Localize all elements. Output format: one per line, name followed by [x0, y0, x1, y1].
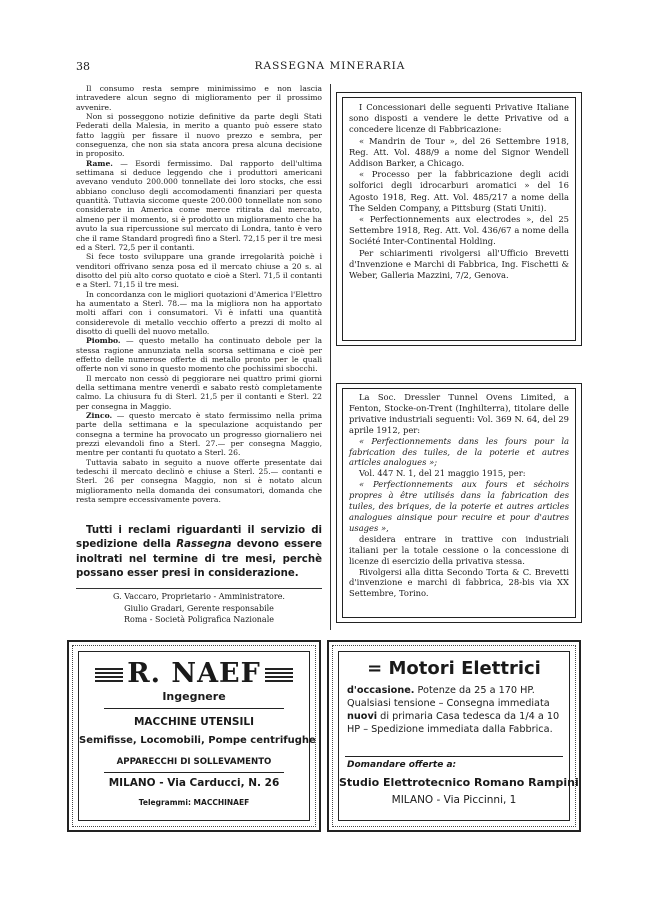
colophon — [76, 588, 322, 626]
printer-line: Roma - Società Poligrafica Nazionale — [124, 615, 274, 625]
ad-inner-frame — [338, 651, 579, 821]
ad-studio-name: Studio Elettrotecnico Romano Rampini — [339, 776, 579, 789]
ad-title: Ingegnere — [162, 690, 226, 703]
paragraph: « Mandrin de Tour », del 26 Settembre 1918, Reg. Att. Vol. 488/9 a nome del Signor Wendell Addison Barker, a Chicago. — [349, 135, 569, 169]
divider — [104, 772, 284, 773]
ad-request-offers: Domandare offerte a: — [347, 760, 457, 770]
divider — [345, 756, 563, 757]
patent-title: « Perfectionnements aux fours et séchoirs propres à être utilisés dans la fabrication des tuiles, des briques, de la poterie et autres articles analogues ainsique pour recuire et pour d'autres usages », — [349, 479, 569, 533]
paragraph-zinco: Zinco. — questo mercato è stato fermissimo nella prima parte della settimana e la speculazione acquistando per consegna a termine ha provocato un progresso giornaliero nei prezzi elevandoli fino a Sterl. 27.— per consegna Maggio, mentre per contanti fu quotato a Sterl. 26. — [76, 411, 322, 458]
ad-nuovi: nuovi — [347, 711, 378, 722]
paragraph — [349, 479, 569, 534]
paragraph: In concordanza con le migliori quotazioni d'America l'Elettro ha aumentato a Sterl. 78.— ma la migliora non ha apportato molti affari con i consumatori. Vi è infatti una quantità considerevole di metallo vecchio offerto a prezzi di molto al disotto di quelli del nuovo metallo. — [76, 289, 322, 336]
ad-address: MILANO - Via Piccinni, 1 — [391, 794, 517, 806]
paragraph: Vol. 447 N. 1, del 21 maggio 1915, per: — [359, 468, 526, 479]
page-number: 38 — [76, 60, 90, 73]
left-column-text — [76, 84, 322, 504]
ad-title: = Motori Elettrici — [367, 658, 541, 679]
paragraph-rame: Rame. — Esordi fermissimo. Dal rapporto dell'ultima settimana si deduce leggendo che i produttori americani avevano venduto 200.000 tonnellate dei loro stocks, che essi abbiano concluso degli accomodamenti finanziari per questa quantità. Tuttavia siccome queste 200.000 tonnellate non sono considerate in America come merce ritirata dal mercato, almeno per il momento, si è prodotto un miglioramento che ha avuto la sua ripercussione sul mercato di Londra, tanto è vero che il rame Standard progredì fino a Sterl. 72,15 per il tre mesi ed a Sterl. 72,5 per il contanti. — [76, 158, 322, 252]
paragraph-text: Esordi fermissimo. Dal rapporto dell'ultima settimana si deduce leggendo che i produttori americani avevano venduto 200.000 tonnellate dei loro stocks, che essi abbiano concluso degli accomodamenti finanziari per questa quantità. Tuttavia siccome queste 200.000 tonnellate non sono considerate in America come merce ritirata dal mercato, almeno per il momento, si è prodotto un miglioramento che ha avuto la sua ripercussione sul mercato di Londra, tanto è vero che il rame Standard progredì fino a Sterl. 72,15 per il tre mesi ed a Sterl. 72,5 per il contanti. — [76, 158, 322, 252]
patent-notice-inner — [342, 388, 576, 618]
paragraph: Il mercato non cessò di peggiorare nei quattro primi giorni della settimana mentre venerdì e sabato restò completamente calmo. La chiusura fu di Sterl. 21,5 per il contanti e Sterl. 22 per consegna in Maggio. — [76, 373, 322, 411]
ad-lifting: APPARECCHI DI SOLLEVAMENTO — [116, 757, 272, 767]
paragraph: Si fece tosto sviluppare una grande irregolarità poichè i venditori offrivano senza posa ed il mercato chiuse a 20 s. al disotto del più alto corso quotato e cioè a Sterl. 71,5 il contanti e a Sterl. 71,15 il tre mesi. — [76, 252, 322, 290]
paragraph: Rivolgersi alla ditta Secondo Torta & C. Brevetti d'invenzione e marchi di fabbrica, 28-bis via XX Settembre, Torino. — [349, 566, 569, 599]
patent-notice-inner — [342, 97, 576, 341]
paragraph-text: questo mercato è stato fermissimo nella prima parte della settimana e la speculazione acquistando per consegna a termine ha provocato un progresso giornaliero nei prezzi elevandoli fino a Sterl. 27.— per consegna Maggio, mentre per contanti fu quotato a Sterl. 26. — [76, 411, 322, 458]
ad-product: MACCHINE UTENSILI — [133, 716, 254, 728]
ad-body-text: di primaria Casa tedesca da 1/4 a 10 HP – Spedizione immediata dalla Fabbrica. — [347, 711, 560, 735]
ad-address: MILANO - Via Carducci, N. 26 — [108, 777, 280, 789]
notice-journal-name: Rassegna — [176, 539, 232, 551]
ad-body-text: Potenze da 25 a 170 HP. Qualsiasi tensione – Consegna immediata — [347, 685, 550, 709]
decorative-stripes — [95, 668, 123, 682]
paragraph: Tuttavia sabato in seguito a nuove offerte presentate dai tedeschi il mercato declinò e chiuse a Sterl. 25.— contanti e Sterl. 26 per consegna Maggio, non si è notato alcun miglioramento nella domanda dei consumatori, domanda che resta sempre eccessivamente povera. — [76, 457, 322, 505]
decorative-stripes — [265, 668, 293, 682]
paragraph: « Perfectionnements aux electrodes », del 25 Settembre 1918, Reg. Att. Vol. 436/67 a nome della Société Inter-Continental Holding. — [349, 214, 569, 247]
divider — [104, 708, 284, 709]
paragraph: « Processo per la fabbricazione degli acidi solforici degli idrocarburi aromatici » del 16 Agosto 1918, Reg. Att. Vol. 485/217 a nome della The Selden Company, a Pittsburg (Stati Uniti). — [349, 169, 569, 213]
paragraph: I Concessionari delle seguenti Privative Italiane sono disposti a vendere le dette Privative od a concedere licenze di Fabbricazione: — [349, 102, 569, 135]
page-header — [76, 60, 584, 74]
ad-body — [347, 684, 561, 736]
patent-notice-box-1 — [336, 92, 582, 346]
paragraph — [349, 436, 569, 469]
advertisement-motori — [327, 640, 581, 832]
lead-zinco: Zinco. — [86, 411, 113, 421]
ad-telegrams: Telegrammi: MACCHINAEF — [138, 798, 250, 807]
ad-company-name — [79, 658, 309, 689]
patent-title: « Perfectionnements dans les fours pour la fabrication des tuiles, de la poterie et autres articles analogues »; — [349, 435, 569, 468]
ad-subproducts: Semifisse, Locomobili, Pompe centrifughe — [79, 735, 316, 746]
paragraph: Per schiarimenti rivolgersi all'Ufficio Brevetti d'Invenzione e Marchi di Fabbrica, Ing. Fischetti & Weber, Galleria Mazzini, 7/2, Genova. — [349, 247, 569, 281]
advertisement-naef — [67, 640, 321, 832]
journal-title: RASSEGNA MINERARIA — [254, 60, 406, 72]
ad-inner-frame — [78, 651, 316, 821]
column-divider — [330, 84, 331, 630]
manager-line: Giulio Gradari, Gerente responsabile — [124, 603, 274, 613]
paragraph: desidera entrare in trattive con industriali italiani per la totale cessione o la concessione di licenze di esercizio della privativa stessa. — [349, 533, 569, 566]
lead-rame: Rame. — [86, 158, 113, 168]
notice-text: Tutti i reclami riguardanti il servizio di spedizione della — [76, 525, 322, 551]
paragraph-piombo: Piombo. — questo metallo ha continuato debole per la stessa ragione annunziata nella scorsa settimana e cioè per effetto delle numerose offerte di metallo pronto per le quali offerte non vi sono in questo momento che pochissimi sbocchi. — [76, 336, 323, 374]
notice-text: devono essere inoltrati nel termine di tre mesi, perchè possano esser presi in considerazione. — [76, 539, 322, 580]
company-name-text: R. NAEF — [127, 658, 261, 689]
owner-line: G. Vaccaro, Proprietario - Amministratore. — [113, 592, 285, 601]
paragraph: Il consumo resta sempre minimissimo e non lascia intravedere alcun segno di miglioramento per il prossimo avvenire. — [76, 84, 322, 112]
lead-piombo: Piombo. — [86, 336, 121, 346]
paragraph-text: questo metallo ha continuato debole per la stessa ragione annunziata nella scorsa settimana e cioè per effetto delle numerose offerte di metallo pronto per le quali offerte non vi sono in questo momento che pochissimi sbocchi. — [76, 336, 323, 374]
paragraph: La Soc. Dressler Tunnel Ovens Limited, a Fenton, Stocke-on-Trent (Inghilterra), titolare delle privative industriali seguenti: Vol. 369 N. 64, del 29 aprile 1912, per: — [349, 392, 569, 435]
ad-occasion: d'occasione. — [347, 685, 415, 696]
paragraph: Non si posseggono notizie definitive da parte degli Stati Federati della Malesia, in merito a quanto può essere stato fatto laggiù per fissare il nuovo prezzo e sembra, per conseguenza, che non sia stata ancora presa alcuna decisione in proposito. — [76, 112, 322, 159]
patent-notice-box-2 — [336, 383, 582, 623]
shipping-notice — [76, 524, 322, 582]
